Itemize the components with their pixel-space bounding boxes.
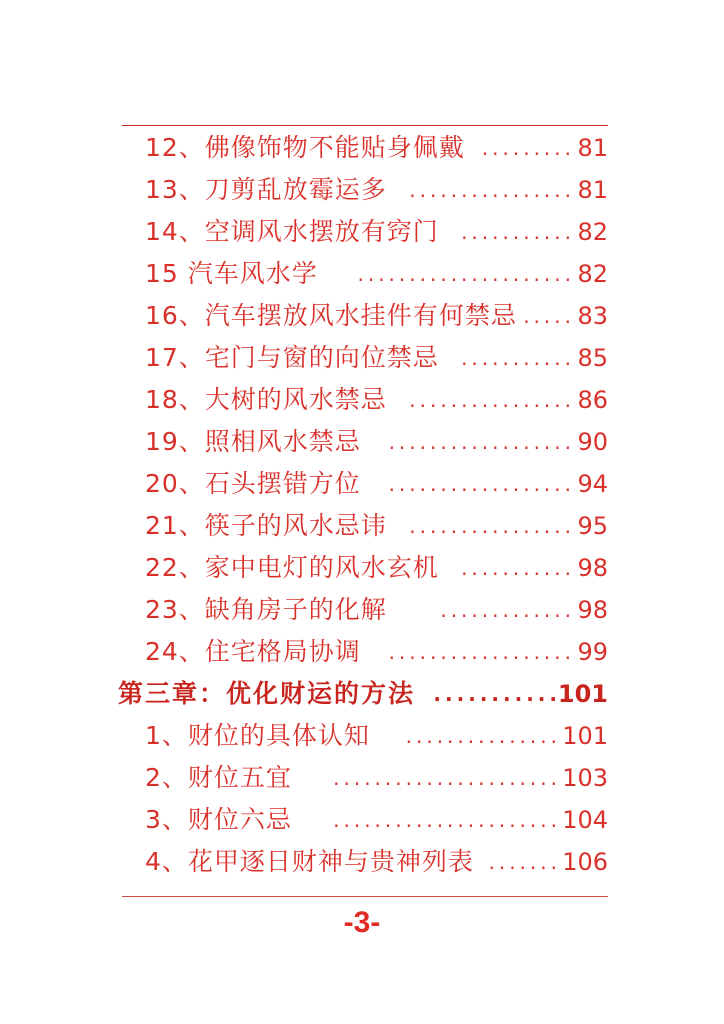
toc-entry-page: 86	[577, 386, 608, 414]
toc-entry-page: 83	[577, 302, 608, 330]
toc-entry-title: 18、大树的风水禁忌	[145, 385, 387, 414]
toc-entry-page: 98	[577, 554, 608, 582]
toc-entry-page: 104	[562, 806, 608, 834]
toc-entry-page: 81	[577, 134, 608, 162]
toc-entry-title: 3、财位六忌	[145, 805, 292, 834]
toc-entry-page: 82	[577, 218, 608, 246]
dot-leader: ..................	[388, 472, 575, 496]
dot-leader: .......	[488, 850, 561, 874]
dot-leader: ................	[409, 388, 575, 412]
toc-entry[interactable]	[0, 422, 724, 462]
toc-entry-title: 14、空调风水摆放有窍门	[145, 217, 439, 246]
toc-entry[interactable]	[0, 758, 724, 798]
dot-leader: ................	[409, 514, 575, 538]
toc-entry-title: 2、财位五宜	[145, 763, 292, 792]
dot-leader: ..................	[388, 640, 575, 664]
toc-entry-title: 23、缺角房子的化解	[145, 595, 387, 624]
toc-chapter-title: 第三章：优化财运的方法	[118, 679, 416, 708]
dot-leader: .........	[481, 136, 575, 160]
toc-entry[interactable]	[0, 632, 724, 672]
toc-entry[interactable]	[0, 800, 724, 840]
dot-leader: ...........	[461, 346, 575, 370]
toc-entry-title: 17、宅门与窗的向位禁忌	[145, 343, 439, 372]
toc-entry-page: 85	[577, 344, 608, 372]
bottom-rule	[122, 896, 608, 897]
toc-entry-title: 24、住宅格局协调	[145, 637, 361, 666]
dot-leader: ......................	[333, 808, 561, 832]
toc-entry[interactable]	[0, 464, 724, 504]
dot-leader: .....................	[357, 262, 575, 286]
toc-entry-title: 1、财位的具体认知	[145, 721, 370, 750]
dot-leader: ...........	[461, 220, 575, 244]
toc-entry[interactable]	[0, 128, 724, 168]
dot-leader: ......................	[333, 766, 561, 790]
toc-entry-title: 12、佛像饰物不能贴身佩戴	[145, 133, 465, 162]
toc-entry[interactable]	[0, 590, 724, 630]
toc-chapter-page: 101	[557, 680, 608, 708]
toc-entry-page: 90	[577, 428, 608, 456]
toc-entry[interactable]	[0, 548, 724, 588]
toc-entry-page: 94	[577, 470, 608, 498]
toc-entry[interactable]	[0, 338, 724, 378]
toc-entry-title: 20、石头摆错方位	[145, 469, 361, 498]
dot-leader: .....	[523, 304, 575, 328]
toc-entry-page: 101	[562, 722, 608, 750]
dot-leader: ..................	[388, 430, 575, 454]
toc-entry[interactable]	[0, 842, 724, 882]
toc-entry-page: 98	[577, 596, 608, 624]
toc-entry-page: 95	[577, 512, 608, 540]
toc-entry-title: 19、照相风水禁忌	[145, 427, 361, 456]
toc-entry[interactable]	[0, 212, 724, 252]
toc-entry[interactable]	[0, 296, 724, 336]
toc-entry-title: 16、汽车摆放风水挂件有何禁忌	[145, 301, 517, 330]
dot-leader: ...........	[433, 682, 561, 706]
toc-entry-title: 22、家中电灯的风水玄机	[145, 553, 439, 582]
dot-leader: .............	[440, 598, 575, 622]
toc-entry-page: 99	[577, 638, 608, 666]
toc-chapter-entry[interactable]	[0, 674, 724, 714]
dot-leader: ...........	[461, 556, 575, 580]
toc-entry-title: 4、花甲逐日财神与贵神列表	[145, 847, 474, 876]
dot-leader: ................	[409, 178, 575, 202]
toc-entry[interactable]	[0, 170, 724, 210]
toc-entry-title: 15 汽车风水学	[145, 259, 318, 288]
toc-entry-page: 82	[577, 260, 608, 288]
toc-entry-title: 21、筷子的风水忌讳	[145, 511, 387, 540]
toc-entry-page: 103	[562, 764, 608, 792]
toc-entry[interactable]	[0, 716, 724, 756]
toc-entry-page: 81	[577, 176, 608, 204]
dot-leader: ...............	[405, 724, 561, 748]
page-number: -3-	[343, 906, 381, 939]
toc-entry-page: 106	[562, 848, 608, 876]
toc-entry-title: 13、刀剪乱放霉运多	[145, 175, 387, 204]
toc-entry[interactable]	[0, 254, 724, 294]
toc-entry[interactable]	[0, 506, 724, 546]
toc-entry[interactable]	[0, 380, 724, 420]
